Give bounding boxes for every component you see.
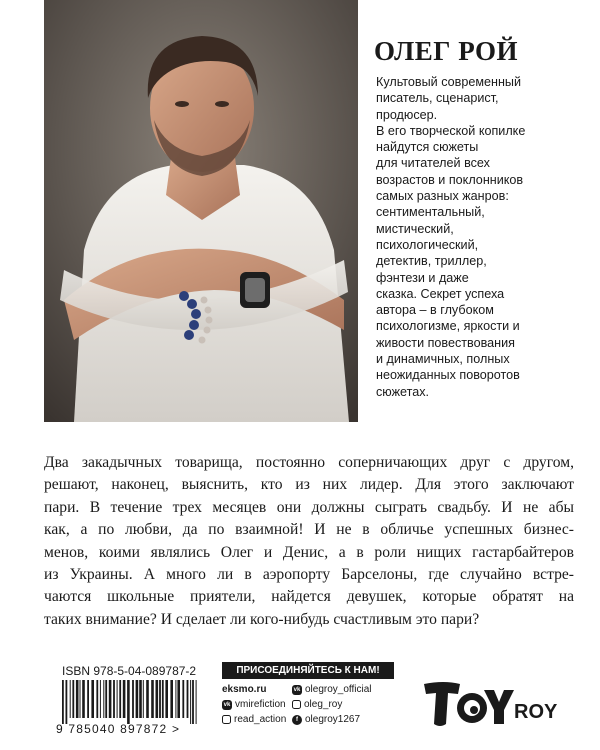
barcode-bar bbox=[139, 680, 142, 718]
synopsis-line: таких внимание? И сделает ли кого-нибудь счастливым это пари? bbox=[44, 610, 480, 628]
barcode-bar bbox=[159, 680, 161, 718]
barcode-bar bbox=[70, 680, 71, 718]
bio-line: сюжетах. bbox=[376, 384, 430, 399]
barcode-bar bbox=[109, 680, 112, 718]
barcode-bar bbox=[123, 680, 126, 718]
barcode-icon bbox=[60, 680, 200, 724]
bio-line: мистический, bbox=[376, 221, 454, 236]
barcode-bar bbox=[182, 680, 184, 718]
instagram-icon bbox=[222, 715, 231, 724]
barcode-bar bbox=[91, 680, 94, 718]
barcode-bar bbox=[156, 680, 159, 718]
vk-icon: vk bbox=[293, 686, 301, 693]
bio-line: В его творческой копилке bbox=[376, 123, 526, 138]
barcode-bar bbox=[132, 680, 134, 718]
barcode-bar bbox=[66, 680, 68, 724]
social-link-website[interactable] bbox=[222, 684, 266, 695]
bio-line: автора – в глубоком bbox=[376, 303, 494, 318]
barcode-bar bbox=[62, 680, 64, 724]
barcode-bar bbox=[103, 680, 104, 718]
synopsis-line: как, а по любви, да по взаимной! И не в обличье успешных бизнес- bbox=[44, 521, 574, 539]
barcode-bar bbox=[175, 680, 176, 718]
bio-line: Культовый современный bbox=[376, 75, 521, 89]
social-link-text: eksmo.ru bbox=[222, 684, 267, 695]
bio-line: найдутся сюжеты bbox=[376, 140, 479, 155]
bio-line: детектив, триллер, bbox=[376, 254, 487, 269]
social-link-text: olegroy_official bbox=[305, 684, 372, 695]
barcode-bar bbox=[119, 680, 121, 718]
logo-text: ROY bbox=[514, 701, 558, 723]
author-name: ОЛЕГ РОЙ bbox=[374, 36, 519, 66]
barcode-bar bbox=[117, 680, 118, 718]
bio-line: для читателей всех bbox=[376, 156, 490, 171]
social-link-instagram[interactable] bbox=[222, 714, 286, 725]
bio-line: психологический, bbox=[376, 237, 479, 252]
isbn-number: ISBN 978-5-04-089787-2 bbox=[62, 664, 197, 678]
bio-line: возрастов и поклонников bbox=[376, 172, 524, 187]
social-link-instagram[interactable] bbox=[292, 699, 342, 710]
barcode-bar bbox=[187, 680, 189, 718]
social-link-facebook[interactable] bbox=[292, 714, 360, 725]
bio-line: продюсер. bbox=[376, 107, 438, 122]
barcode-bar bbox=[170, 680, 173, 718]
author-photo bbox=[44, 0, 358, 422]
barcode-bar bbox=[151, 680, 154, 718]
toy-roy-logo bbox=[422, 678, 562, 730]
barcode-bar bbox=[136, 680, 139, 718]
barcode-bar bbox=[192, 680, 194, 724]
social-link-text: vmirefiction bbox=[235, 699, 286, 710]
barcode-bar bbox=[87, 680, 89, 718]
synopsis-line: пари. В течение трех месяцев они должны сыграть свадьбу. И не абы bbox=[44, 498, 574, 516]
synopsis-line: чаются школьные приятели, найдется девушек, которые обратят на bbox=[44, 588, 574, 606]
bio-line: сказка. Секрет успеха bbox=[376, 286, 505, 301]
bio-line: живости повествования bbox=[376, 335, 515, 350]
bio-line: и динамичных, полных bbox=[376, 352, 510, 367]
bio-line: фэнтези и даже bbox=[376, 270, 469, 285]
barcode-bar bbox=[177, 680, 180, 718]
barcode-bar bbox=[76, 680, 79, 718]
barcode-bar bbox=[100, 680, 101, 718]
barcode-bar bbox=[143, 680, 144, 718]
social-link-vk[interactable] bbox=[222, 699, 286, 710]
facebook-icon: f bbox=[292, 715, 302, 725]
bio-line: неожиданных поворотов bbox=[376, 368, 520, 383]
author-bio bbox=[376, 74, 576, 400]
barcode-bar bbox=[190, 680, 191, 724]
barcode-bar bbox=[113, 680, 115, 718]
barcode-bar bbox=[165, 680, 168, 718]
bio-line: психологизме, яркости и bbox=[376, 319, 520, 334]
barcode-bar bbox=[82, 680, 85, 718]
instagram-icon bbox=[292, 700, 301, 709]
bio-line: самых разных жанров: bbox=[376, 189, 509, 204]
book-synopsis bbox=[44, 452, 574, 631]
vk-icon: vk bbox=[223, 701, 231, 708]
synopsis-line: из Украины. А много ли в аэропорту Барселоны, где случайно встре- bbox=[44, 566, 574, 584]
barcode-bar bbox=[146, 680, 149, 718]
barcode-bar bbox=[127, 680, 130, 724]
bio-line: сентиментальный, bbox=[376, 205, 485, 220]
barcode-bar bbox=[72, 680, 74, 718]
barcode-digits: 9 785040 897872 > bbox=[56, 722, 181, 736]
author-portrait-illustration bbox=[44, 0, 358, 422]
social-link-text: oleg_roy bbox=[304, 699, 343, 710]
barcode-bar bbox=[80, 680, 81, 718]
barcode-bar bbox=[96, 680, 98, 718]
social-link-text: olegroy1267 bbox=[305, 714, 361, 725]
join-us-banner: ПРИСОЕДИНЯЙТЕСЬ К НАМ! bbox=[222, 662, 394, 679]
bio-line: писатель, сценарист, bbox=[376, 91, 499, 106]
barcode-bar bbox=[105, 680, 107, 718]
synopsis-line: менов, коими являлись Олег и Денис, а в роли нищих гастарбайтеров bbox=[44, 543, 574, 561]
social-links bbox=[222, 684, 412, 744]
social-link-vk[interactable] bbox=[292, 684, 372, 695]
social-link-text: read_action bbox=[234, 714, 287, 725]
synopsis-line: решают, наконец, выяснить, кто из них лидер. Для этого заключают bbox=[44, 476, 574, 494]
barcode-bar bbox=[162, 680, 164, 718]
barcode-bar bbox=[196, 680, 197, 724]
synopsis-line: Два закадычных товарища, постоянно соперничающих друг с другом, bbox=[44, 454, 574, 471]
